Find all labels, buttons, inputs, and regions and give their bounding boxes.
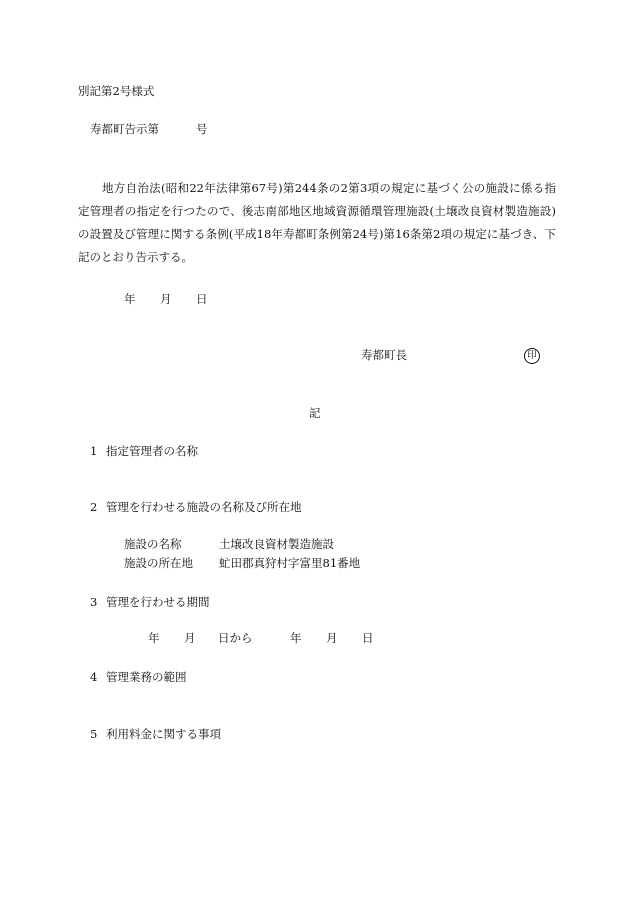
- item-5-number: 5: [90, 727, 98, 741]
- ki-heading: 記: [309, 406, 321, 420]
- item-4-number: 4: [90, 670, 98, 684]
- period-to-day: 日: [362, 631, 374, 645]
- item-1-label: 指定管理者の名称: [106, 444, 198, 458]
- period-to-month: 月: [326, 631, 338, 645]
- period-to-year: 年: [290, 631, 302, 645]
- item-2-number: 2: [90, 500, 98, 514]
- form-label: 別記第2号様式: [78, 84, 155, 98]
- facility-name-value: 土壌改良資材製造施設: [219, 537, 334, 551]
- period-from-year: 年: [148, 631, 160, 645]
- date-month: 月: [160, 292, 172, 306]
- date-day: 日: [196, 292, 208, 306]
- item-3-number: 3: [90, 595, 98, 609]
- item-1-number: 1: [90, 444, 98, 458]
- item-4-label: 管理業務の範囲: [106, 670, 187, 684]
- notice-number-prefix: 寿都町告示第: [90, 122, 159, 136]
- date-year: 年: [124, 292, 136, 306]
- facility-name-label: 施設の名称: [124, 537, 182, 551]
- period-from-month: 月: [184, 631, 196, 645]
- facility-location-value: 虻田郡真狩村字富里81番地: [219, 556, 361, 570]
- facility-location-label: 施設の所在地: [124, 556, 193, 570]
- body-paragraph: 地方自治法(昭和22年法律第67号)第244条の2第3項の規定に基づく公の施設に係る指定管理者の指定を行つたので、後志南部地区地域資源循環管理施設(土壌改良資材製造施設)の設置及び管理に関する条例(平成18年寿都町条例第24号)第16条第2項の規定に基づき、下記のとおり告示する。: [78, 181, 556, 264]
- item-3-label: 管理を行わせる期間: [106, 595, 210, 609]
- seal-mark: 印: [524, 348, 540, 364]
- item-5-label: 利用料金に関する事項: [106, 727, 221, 741]
- item-2-label: 管理を行わせる施設の名称及び所在地: [106, 500, 302, 514]
- notice-number-suffix: 号: [196, 122, 208, 136]
- signer-title: 寿都町長: [361, 348, 407, 362]
- period-from-day: 日から: [218, 631, 253, 645]
